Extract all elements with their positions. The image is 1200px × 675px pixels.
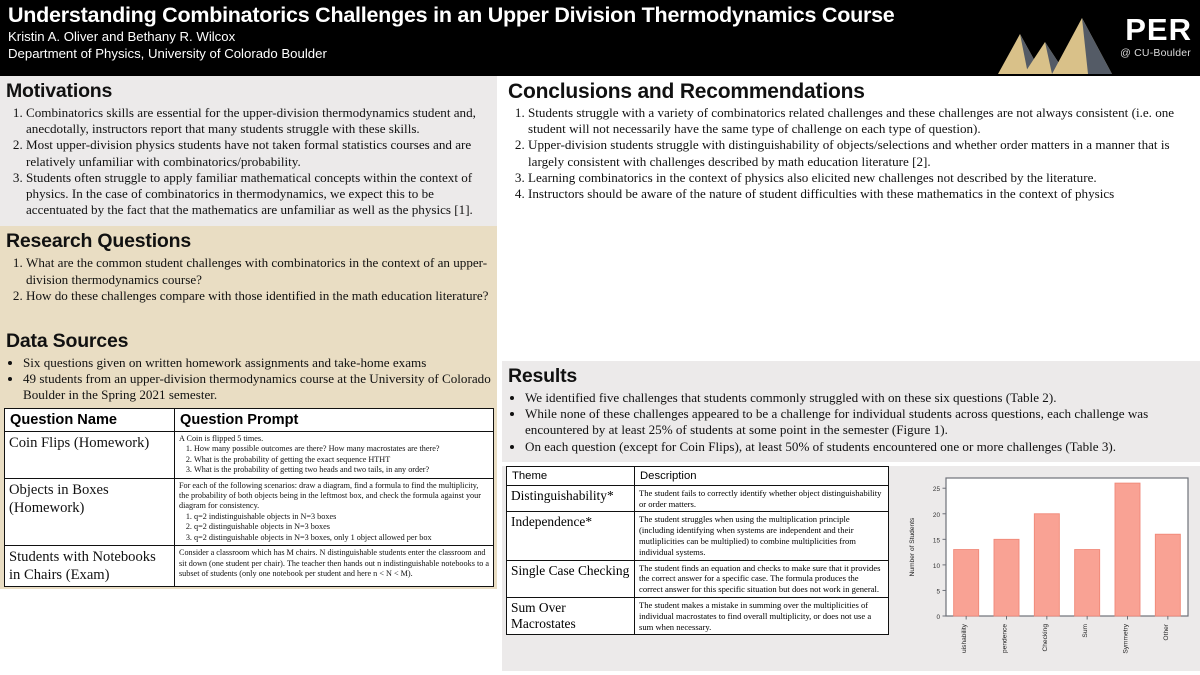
table-row [5, 431, 494, 478]
chart-plot-area [946, 478, 1188, 616]
prompt-list [179, 444, 489, 476]
question-name-cell: Coin Flips (Homework) [5, 431, 175, 478]
list-item: 1. q=2 indistinguishable objects in N=3 boxes [194, 512, 489, 523]
y-tick-label: 25 [932, 486, 940, 494]
theme-name-cell: Independence* [507, 512, 635, 560]
page-title: Understanding Combinatorics Challenges in an Upper Division Thermodynamics Course [8, 3, 895, 27]
y-axis-label: Number of Students [909, 517, 916, 577]
x-tick-label: Other [1162, 623, 1170, 641]
y-tick-label: 0 [936, 613, 940, 621]
conclusions-section [502, 76, 1200, 361]
theme-name-cell: Single Case Checking [507, 560, 635, 597]
theme-desc-cell: The student fails to correctly identify whether object distinguishability or order matters. [635, 485, 889, 512]
list-item: 3. q=2 distinguishable objects in N=3 boxes, only 1 object allowed per box [194, 533, 489, 544]
chart-bar [1075, 549, 1100, 615]
question-table [4, 408, 494, 588]
table-row [507, 560, 889, 597]
list-item: 2. How do these challenges compare with those identified in the math education literature? [26, 288, 491, 304]
y-tick-label: 20 [932, 511, 940, 519]
research-questions-list [6, 255, 491, 304]
theme-desc-cell: The student finds an equation and checks to make sure that it provides the correct answer for a specific case. The formula produces the correct answer for this specific situation but does not work in general. [635, 560, 889, 597]
list-item: 1. How many possible outcomes are there? How many macrostates are there? [194, 444, 489, 455]
results-list [508, 390, 1194, 455]
question-name-cell: Students with Notebooks in Chairs (Exam) [5, 546, 175, 587]
results-section [502, 361, 1200, 462]
prompt-intro: Consider a classroom which has M chairs. N distinguishable students enter the classroom and sit down (one student per chair). The teacher then hands out n indistinguishable notebooks to a subset of students (only one notebook per student and here n < N < M). [179, 548, 489, 578]
column-header-theme: Theme [507, 466, 635, 485]
right-column [502, 76, 1200, 675]
column-header-description: Description [635, 466, 889, 485]
list-item: 2. Most upper-division physics students have not taken formal statistics courses and are relatively unfamiliar with combinatorics/probability. [26, 137, 491, 169]
question-prompt-cell [175, 431, 494, 478]
x-tick-label: Checking [1041, 623, 1049, 652]
theme-name-cell: Distinguishability* [507, 485, 635, 512]
chart-bar [1115, 483, 1140, 616]
list-item: • Six questions given on written homework assignments and take-home exams [23, 355, 491, 371]
chart-bar [954, 549, 979, 615]
chart-bar [1155, 534, 1180, 616]
figure-1-bar-chart [900, 470, 1196, 666]
table-header-row [507, 466, 889, 485]
bar-chart-svg [900, 470, 1196, 666]
header-text-block [8, 2, 1018, 62]
column-header-question-prompt: Question Prompt [175, 408, 494, 431]
conclusions-heading: Conclusions and Recommendations [508, 80, 865, 103]
affiliation: Department of Physics, University of Colorado Boulder [8, 46, 327, 61]
mountain-logo-icon [990, 8, 1118, 74]
per-logo [990, 0, 1200, 76]
left-column [0, 76, 497, 675]
list-item: 1. Combinatorics skills are essential for the upper-division thermodynamics student and, anecdotally, instructors report that many students struggle with these skills. [26, 105, 491, 137]
theme-name-cell: Sum Over Macrostates [507, 597, 635, 634]
list-item: 2. q=2 distinguishable objects in N=3 boxes [194, 522, 489, 533]
table-row [507, 485, 889, 512]
question-name-cell: Objects in Boxes (Homework) [5, 478, 175, 546]
results-content-row [502, 466, 1200, 671]
chart-bar [1034, 514, 1059, 616]
x-tick-label: Symmetry [1122, 623, 1130, 654]
poster-header [0, 0, 1200, 76]
per-logo-text: PER [1125, 12, 1192, 47]
list-item: • While none of these challenges appeared to be a challenge for individual students across questions, each challenge was encountered by at least 25% of students at some point in the semester (Figure 1). [525, 406, 1194, 438]
motivations-list [6, 105, 491, 218]
list-item: 2. Upper-division students struggle with distinguishability of objects/selections and whether order matters in a manner that is largely consistent with challenges described by math education literature [2]. [528, 137, 1194, 169]
question-prompt-cell [175, 478, 494, 546]
per-logo-subtext: @ CU-Boulder [1120, 47, 1191, 59]
table-row [507, 597, 889, 634]
results-heading: Results [508, 365, 578, 387]
y-tick-label: 15 [932, 537, 940, 545]
question-prompt-cell [175, 546, 494, 587]
list-item: 2. What is the probability of getting the exact sequence HTHT [194, 455, 489, 466]
list-item: 3. Learning combinatorics in the context of physics also elicited new challenges not described by the literature. [528, 170, 1194, 186]
prompt-list [179, 512, 489, 544]
table-row [507, 512, 889, 560]
column-header-question-name: Question Name [5, 408, 175, 431]
motivations-section [0, 76, 497, 226]
author-list: Kristin A. Oliver and Bethany R. Wilcox [8, 29, 236, 44]
chart-bar [994, 539, 1019, 616]
theme-desc-cell: The student struggles when using the multiplication principle (including identifying when systems are independent and their mutliplicities can be multiplied) to combine multiplicities from individual systems. [635, 512, 889, 560]
prompt-intro: A Coin is flipped 5 times. [179, 433, 264, 443]
list-item: 1. What are the common student challenges with combinatorics in the context of an upper-division thermodynamics course? [26, 255, 491, 287]
theme-table [506, 466, 889, 636]
prompt-intro: For each of the following scenarios: draw a diagram, find a formula to find the multiplicity, the probability of both objects being in the leftmost box, and check the formula against your diagram for consistency. [179, 480, 481, 511]
y-tick-label: 5 [936, 588, 940, 596]
research-questions-section [0, 226, 497, 589]
x-tick-label: uishability [961, 623, 969, 653]
conclusions-list [508, 105, 1194, 202]
list-item: • On each question (except for Coin Flips), at least 50% of students encountered one or more challenges (Table 3). [525, 439, 1194, 455]
x-tick-label: pendence [1001, 623, 1009, 653]
data-sources-list [6, 355, 491, 404]
list-item: • 49 students from an upper-division thermodynamics course at the University of Colorado Boulder in the Spring 2021 semester. [23, 371, 491, 403]
list-item: 3. What is the probability of getting two heads and two tails, in any order? [194, 465, 489, 476]
motivations-heading: Motivations [6, 80, 113, 102]
theme-desc-cell: The student makes a mistake in summing over the multiplicities of individual macrostates to find overall multiplicity, or does not use a sum when necessary. [635, 597, 889, 634]
x-tick-label: Sum [1082, 623, 1090, 638]
list-item: • We identified five challenges that students commonly struggled with on these six questions (Table 2). [525, 390, 1194, 406]
y-tick-label: 10 [932, 562, 940, 570]
list-item: 4. Instructors should be aware of the nature of student difficulties with these mathematics in the context of physics [528, 186, 1194, 202]
data-sources-heading: Data Sources [6, 330, 129, 353]
table-row [5, 546, 494, 587]
list-item: 3. Students often struggle to apply familiar mathematical concepts within the context of physics. In the case of combinatorics in thermodynamics, we expect this to be accentuated by the fact that the mathematics are unfamiliar as well as the physics [1]. [26, 170, 491, 219]
table-header-row [5, 408, 494, 431]
list-item: 1. Students struggle with a variety of combinatorics related challenges and these challenges are not always consistent (i.e. one student will not necessarily have the same type of challenge on each type of question). [528, 105, 1194, 137]
research-questions-heading: Research Questions [6, 230, 191, 253]
table-row [5, 478, 494, 546]
